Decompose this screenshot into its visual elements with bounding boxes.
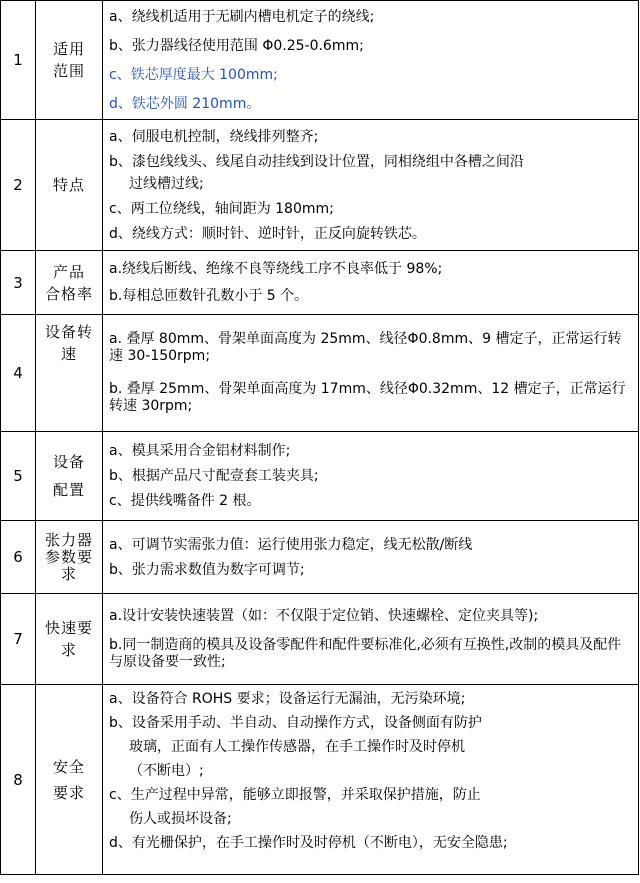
category-line: 求 [60, 641, 77, 659]
row-number: 7 [1, 594, 36, 685]
row-category [36, 315, 103, 432]
detail-line: a.绕线后断线、绝缘不良等绕线工序不良率低于 98%; [109, 261, 443, 277]
row-category [36, 521, 103, 594]
table-row [1, 315, 639, 432]
row-category [36, 120, 103, 251]
detail-line: b、设备采用手动、半自动、自动操作方式，设备侧面有防护 [109, 715, 482, 731]
category-line: 要求 [52, 783, 85, 802]
detail-line: c、提供线嘴备件 2 根。 [109, 493, 261, 509]
row-details [103, 432, 639, 521]
detail-line: b、张力器线径使用范围 Φ0.25-0.6mm; [109, 37, 364, 54]
detail-line: b.同一制造商的模具及设备零配件和配件要标准化,必须有互换性,改制的模具及配件与原设备要一致性; [109, 636, 622, 670]
row-details [103, 521, 639, 594]
table-row [1, 685, 639, 875]
row-number: 5 [1, 432, 36, 521]
detail-line: a. 叠厚 80mm、骨架单面高度为 25mm、线径Φ0.8mm、9 槽定子，正常运行转速 30-150rpm; [109, 331, 622, 364]
row-category [36, 432, 103, 521]
table-row [1, 594, 639, 685]
row-number: 6 [1, 521, 36, 594]
detail-line: c、两工位绕线，轴间距为 180mm; [109, 200, 334, 217]
row-category [36, 685, 103, 875]
detail-line: a、设备符合 ROHS 要求；设备运行无漏油，无污染环境; [109, 691, 466, 707]
category-line: 特点 [52, 176, 85, 194]
row-number: 4 [1, 315, 36, 432]
detail-line: 玻璃，正面有人工操作传感器，在手工操作时及时停机 [129, 739, 465, 755]
row-details [103, 685, 639, 875]
detail-line: c、生产过程中异常，能够立即报警，并采取保护措施，防止 [109, 787, 481, 803]
category-line: 产品 [52, 262, 85, 281]
detail-line-highlight: c、铁芯厚度最大 100mm; [109, 66, 278, 83]
category-line: 合格率 [44, 284, 93, 303]
table-row [1, 1, 639, 120]
category-line: 参数要 [44, 547, 93, 566]
detail-line: a、模具采用合金铝材料制作; [109, 443, 291, 459]
category-line: 快速要 [44, 619, 93, 637]
detail-line: b.每相总匝数针孔数小于 5 个。 [109, 288, 309, 304]
detail-line: b、根据产品尺寸配壹套工装夹具; [109, 468, 319, 484]
category-line: 设备 [52, 453, 85, 471]
detail-line: a、可调节实需张力值：运行使用张力稳定，线无松散/断线 [109, 536, 473, 553]
detail-line: b. 叠厚 25mm、骨架单面高度为 17mm、线径Φ0.32mm、12 槽定子，正常运行转速 30rpm; [109, 381, 626, 414]
detail-line: （不断电）; [129, 763, 204, 779]
category-line: 设备转 [44, 323, 93, 341]
category-line: 求 [60, 564, 77, 583]
table-row [1, 432, 639, 521]
detail-line: a.设计安装快速装置（如：不仅限于定位销、快速螺栓、定位夹具等); [109, 607, 539, 624]
row-details [103, 251, 639, 315]
category-line: 速 [60, 345, 77, 363]
row-number: 8 [1, 685, 36, 875]
category-line: 范围 [52, 62, 85, 80]
detail-line: b、张力需求数值为数字可调节; [109, 561, 305, 578]
row-number: 3 [1, 251, 36, 315]
detail-line: d、绕线方式：顺时针、逆时针，正反向旋转铁芯。 [109, 225, 426, 242]
category-line: 适用 [52, 40, 85, 58]
row-category [36, 594, 103, 685]
row-category [36, 1, 103, 120]
detail-line: a、伺服电机控制，绕线排列整齐; [109, 128, 319, 145]
detail-line: 伤人或损坏设备; [129, 811, 232, 827]
category-line: 配置 [52, 481, 85, 499]
category-line: 张力器 [44, 530, 93, 549]
table-row [1, 120, 639, 251]
row-details [103, 120, 639, 251]
table-row [1, 521, 639, 594]
detail-line: d、有光栅保护，在手工操作时及时停机（不断电），无安全隐患; [109, 835, 508, 851]
detail-line: 过线槽过线; [129, 175, 204, 192]
row-category [36, 251, 103, 315]
row-details [103, 594, 639, 685]
row-number: 1 [1, 1, 36, 120]
row-details [103, 315, 639, 432]
detail-line-highlight: d、铁芯外圆 210mm。 [109, 95, 261, 112]
category-line: 安全 [52, 757, 85, 776]
detail-line: a、绕线机适用于无刷内槽电机定子的绕线; [109, 8, 375, 25]
row-details [103, 1, 639, 120]
row-number: 2 [1, 120, 36, 251]
detail-line: b、漆包线线头、线尾自动挂线到设计位置，同相绕组中各槽之间沿 [109, 153, 524, 170]
table-row [1, 251, 639, 315]
